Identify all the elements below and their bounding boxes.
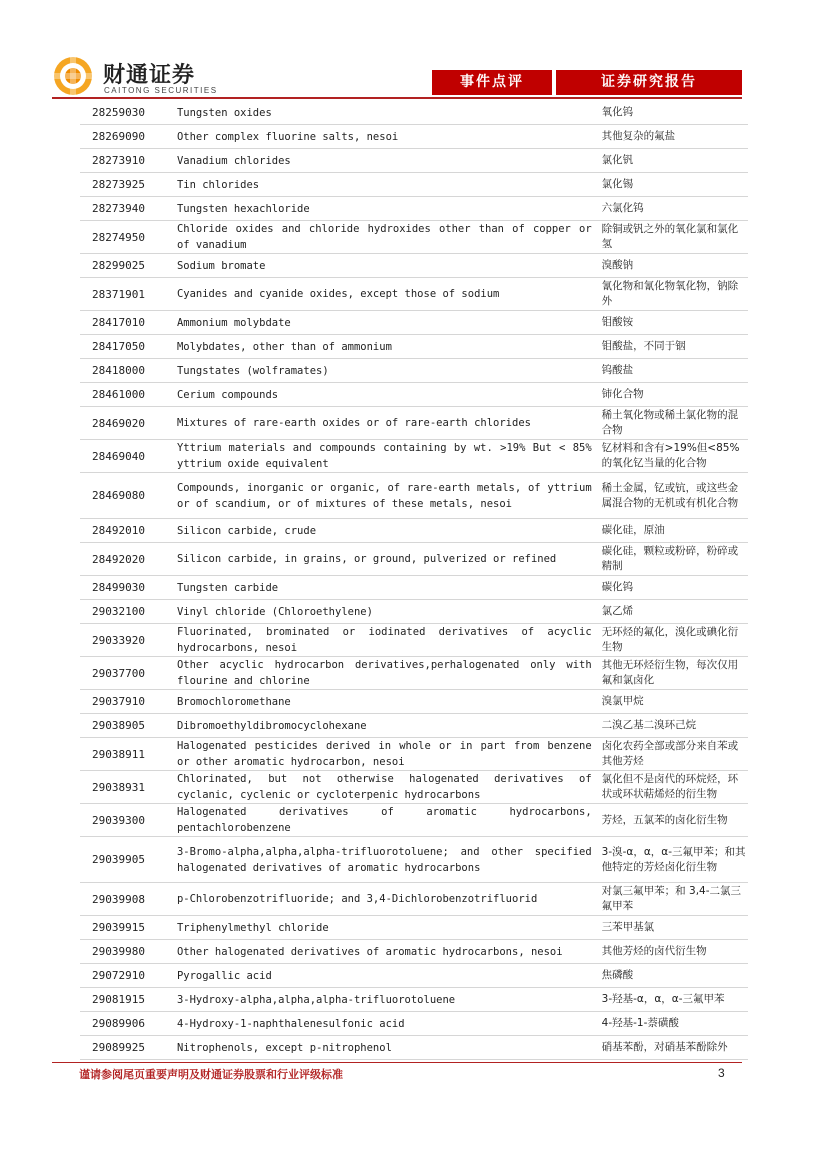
chinese-name-cell: 除铜或钒之外的氧化氯和氯化氢 [602, 221, 748, 254]
table-row [80, 101, 748, 125]
chinese-name-cell: 碳化钨 [602, 576, 748, 600]
table-row [80, 600, 748, 624]
page-header [0, 0, 827, 100]
description-cell: Other acyclic hydrocarbon derivatives,perhalogenated only with flourine and chlorine [177, 657, 602, 690]
chinese-name-cell: 稀土氧化物或稀土氯化物的混合物 [602, 407, 748, 440]
disclaimer-note: 谨请参阅尾页重要声明及财通证券股票和行业评级标准 [79, 1068, 343, 1081]
table-row [80, 311, 748, 335]
hs-code-cell: 28273940 [80, 197, 177, 221]
description-cell: 3-Hydroxy-alpha,alpha,alpha-trifluorotoluene [177, 988, 602, 1012]
hs-code-cell: 28499030 [80, 576, 177, 600]
chinese-name-cell: 溴氯甲烷 [602, 690, 748, 714]
chinese-name-cell: 溴酸钠 [602, 254, 748, 278]
event-comment-tag: 事件点评 [432, 70, 552, 95]
hs-code-cell: 29039980 [80, 940, 177, 964]
description-cell: Fluorinated, brominated or iodinated derivatives of acyclic hydrocarbons, nesoi [177, 624, 602, 657]
description-cell: Bromochloromethane [177, 690, 602, 714]
description-cell: Chloride oxides and chloride hydroxides other than of copper or of vanadium [177, 221, 602, 254]
table-row [80, 940, 748, 964]
table-row [80, 149, 748, 173]
table-row [80, 804, 748, 837]
description-cell: Triphenylmethyl chloride [177, 916, 602, 940]
table-row [80, 657, 748, 690]
table-row [80, 988, 748, 1012]
description-cell: Tungstates (wolframates) [177, 359, 602, 383]
table-row [80, 1036, 748, 1060]
chinese-name-cell: 芳烃，五氯苯的卤化衍生物 [602, 804, 748, 837]
table-row [80, 714, 748, 738]
hs-code-cell: 28273925 [80, 173, 177, 197]
description-cell: Vanadium chlorides [177, 149, 602, 173]
hs-code-cell: 29038911 [80, 738, 177, 771]
chinese-name-cell: 氧化钨 [602, 101, 748, 125]
tariff-code-table [80, 101, 748, 1060]
research-report-tag: 证券研究报告 [556, 70, 742, 95]
description-cell: Silicon carbide, in grains, or ground, pulverized or refined [177, 543, 602, 576]
hs-code-cell: 28469080 [80, 473, 177, 519]
hs-code-cell: 29089906 [80, 1012, 177, 1036]
table-row [80, 173, 748, 197]
chinese-name-cell: 六氯化钨 [602, 197, 748, 221]
table-row [80, 576, 748, 600]
chinese-name-cell: 碳化硅，原油 [602, 519, 748, 543]
table-row [80, 837, 748, 883]
hs-code-cell: 29038931 [80, 771, 177, 804]
chinese-name-cell: 4-羟基-1-萘磺酸 [602, 1012, 748, 1036]
chinese-name-cell: 稀土金属，钇或钪，或这些金属混合物的无机或有机化合物 [602, 473, 748, 519]
table-row [80, 359, 748, 383]
description-cell: p-Chlorobenzotrifluoride; and 3,4-Dichlorobenzotrifluorid [177, 883, 602, 916]
hs-code-cell: 29039908 [80, 883, 177, 916]
description-cell: Sodium bromate [177, 254, 602, 278]
chinese-name-cell: 氯乙烯 [602, 600, 748, 624]
description-cell: Other complex fluorine salts, nesoi [177, 125, 602, 149]
table-row [80, 964, 748, 988]
table-row [80, 335, 748, 359]
hs-code-cell: 28492020 [80, 543, 177, 576]
chinese-name-cell: 卤化农药全部或部分来自苯或其他芳烃 [602, 738, 748, 771]
table-row [80, 771, 748, 804]
table-row [80, 543, 748, 576]
chinese-name-cell: 无环烃的氟化，溴化或碘化衍生物 [602, 624, 748, 657]
chinese-name-cell: 碳化硅，颗粒或粉碎，粉碎或精制 [602, 543, 748, 576]
description-cell: Tungsten hexachloride [177, 197, 602, 221]
table-row [80, 440, 748, 473]
hs-code-cell: 29038905 [80, 714, 177, 738]
table-row [80, 254, 748, 278]
brand-name-en: CAITONG SECURITIES [104, 86, 218, 95]
hs-code-cell: 29032100 [80, 600, 177, 624]
chinese-name-cell: 3-溴-α，α，α-三氟甲苯；和其他特定的芳烃卤化衍生物 [602, 837, 748, 883]
hs-code-cell: 29033920 [80, 624, 177, 657]
hs-code-cell: 28269090 [80, 125, 177, 149]
table-row [80, 125, 748, 149]
chinese-name-cell: 二溴乙基二溴环己烷 [602, 714, 748, 738]
chinese-name-cell: 其他无环烃衍生物，每次仅用氟和氯卤化 [602, 657, 748, 690]
chinese-name-cell: 三苯甲基氯 [602, 916, 748, 940]
hs-code-cell: 29039905 [80, 837, 177, 883]
description-cell: Tungsten oxides [177, 101, 602, 125]
description-cell: Molybdates, other than of ammonium [177, 335, 602, 359]
chinese-name-cell: 其他芳烃的卤代衍生物 [602, 940, 748, 964]
hs-code-cell: 28259030 [80, 101, 177, 125]
table-row [80, 383, 748, 407]
hs-code-cell: 28417010 [80, 311, 177, 335]
hs-code-cell: 28418000 [80, 359, 177, 383]
chinese-name-cell: 氯化钒 [602, 149, 748, 173]
description-cell: Other halogenated derivatives of aromatic hydrocarbons, nesoi [177, 940, 602, 964]
chinese-name-cell: 对氯三氟甲苯；和 3,4-二氯三氟甲苯 [602, 883, 748, 916]
hs-code-cell: 28492010 [80, 519, 177, 543]
description-cell: Chlorinated, but not otherwise halogenated derivatives of cyclanic, cyclenic or cycloterpenic hydrocarbons [177, 771, 602, 804]
chinese-name-cell: 焦磷酸 [602, 964, 748, 988]
hs-code-cell: 29039300 [80, 804, 177, 837]
chinese-name-cell: 氰化物和氰化物氧化物，钠除外 [602, 278, 748, 311]
description-cell: Mixtures of rare-earth oxides or of rare-earth chlorides [177, 407, 602, 440]
description-cell: Halogenated pesticides derived in whole or in part from benzene or other aromatic hydrocarbon, nesoi [177, 738, 602, 771]
table-row [80, 624, 748, 657]
description-cell: Silicon carbide, crude [177, 519, 602, 543]
hs-code-cell: 28469020 [80, 407, 177, 440]
description-cell: Yttrium materials and compounds containing by wt. >19% But < 85% yttrium oxide equivalent [177, 440, 602, 473]
description-cell: Vinyl chloride (Chloroethylene) [177, 600, 602, 624]
table-row [80, 278, 748, 311]
chinese-name-cell: 硝基苯酚，对硝基苯酚除外 [602, 1036, 748, 1060]
description-cell: Ammonium molybdate [177, 311, 602, 335]
description-cell: Cerium compounds [177, 383, 602, 407]
hs-code-cell: 28417050 [80, 335, 177, 359]
hs-code-cell: 29081915 [80, 988, 177, 1012]
chinese-name-cell: 3-羟基-α，α，α-三氟甲苯 [602, 988, 748, 1012]
hs-code-cell: 29089925 [80, 1036, 177, 1060]
hs-code-cell: 29037700 [80, 657, 177, 690]
table-row [80, 690, 748, 714]
footer-divider [52, 1062, 742, 1063]
chinese-name-cell: 铈化合物 [602, 383, 748, 407]
hs-code-cell: 28371901 [80, 278, 177, 311]
hs-code-cell: 28274950 [80, 221, 177, 254]
table-row [80, 407, 748, 440]
chinese-name-cell: 氯化锡 [602, 173, 748, 197]
hs-code-cell: 29037910 [80, 690, 177, 714]
description-cell: Compounds, inorganic or organic, of rare-earth metals, of yttrium or of scandium, or of mixtures of these metals, nesoi [177, 473, 602, 519]
table-row [80, 883, 748, 916]
chinese-name-cell: 钇材料和含有>19%但<85%的氧化钇当量的化合物 [602, 440, 748, 473]
description-cell: Tin chlorides [177, 173, 602, 197]
chinese-name-cell: 钨酸盐 [602, 359, 748, 383]
caitong-logo-icon [52, 55, 94, 97]
description-cell: Pyrogallic acid [177, 964, 602, 988]
description-cell: Nitrophenols, except p-nitrophenol [177, 1036, 602, 1060]
table-row [80, 916, 748, 940]
brand-name-cn: 财通证券 [103, 63, 196, 88]
table-row [80, 221, 748, 254]
description-cell: Tungsten carbide [177, 576, 602, 600]
table-row [80, 519, 748, 543]
hs-code-cell: 28273910 [80, 149, 177, 173]
description-cell: 4-Hydroxy-1-naphthalenesulfonic acid [177, 1012, 602, 1036]
description-cell: Dibromoethyldibromocyclohexane [177, 714, 602, 738]
table-row [80, 1012, 748, 1036]
description-cell: Cyanides and cyanide oxides, except those of sodium [177, 278, 602, 311]
chinese-name-cell: 钼酸铵 [602, 311, 748, 335]
hs-code-cell: 28461000 [80, 383, 177, 407]
hs-code-cell: 28469040 [80, 440, 177, 473]
header-divider [52, 97, 742, 99]
description-cell: 3-Bromo-alpha,alpha,alpha-trifluorotoluene; and other specified halogenated derivatives of aromatic hydrocarbons [177, 837, 602, 883]
table-row [80, 473, 748, 519]
table-row [80, 738, 748, 771]
hs-code-cell: 29039915 [80, 916, 177, 940]
page-number: 3 [718, 1066, 725, 1080]
chinese-name-cell: 钼酸盐，不同于铟 [602, 335, 748, 359]
description-cell: Halogenated derivatives of aromatic hydrocarbons, pentachlorobenzene [177, 804, 602, 837]
chinese-name-cell: 氯化但不是卤代的环烷烃，环状或环状萜烯烃的衍生物 [602, 771, 748, 804]
hs-code-cell: 29072910 [80, 964, 177, 988]
table-row [80, 197, 748, 221]
hs-code-cell: 28299025 [80, 254, 177, 278]
chinese-name-cell: 其他复杂的氟盐 [602, 125, 748, 149]
